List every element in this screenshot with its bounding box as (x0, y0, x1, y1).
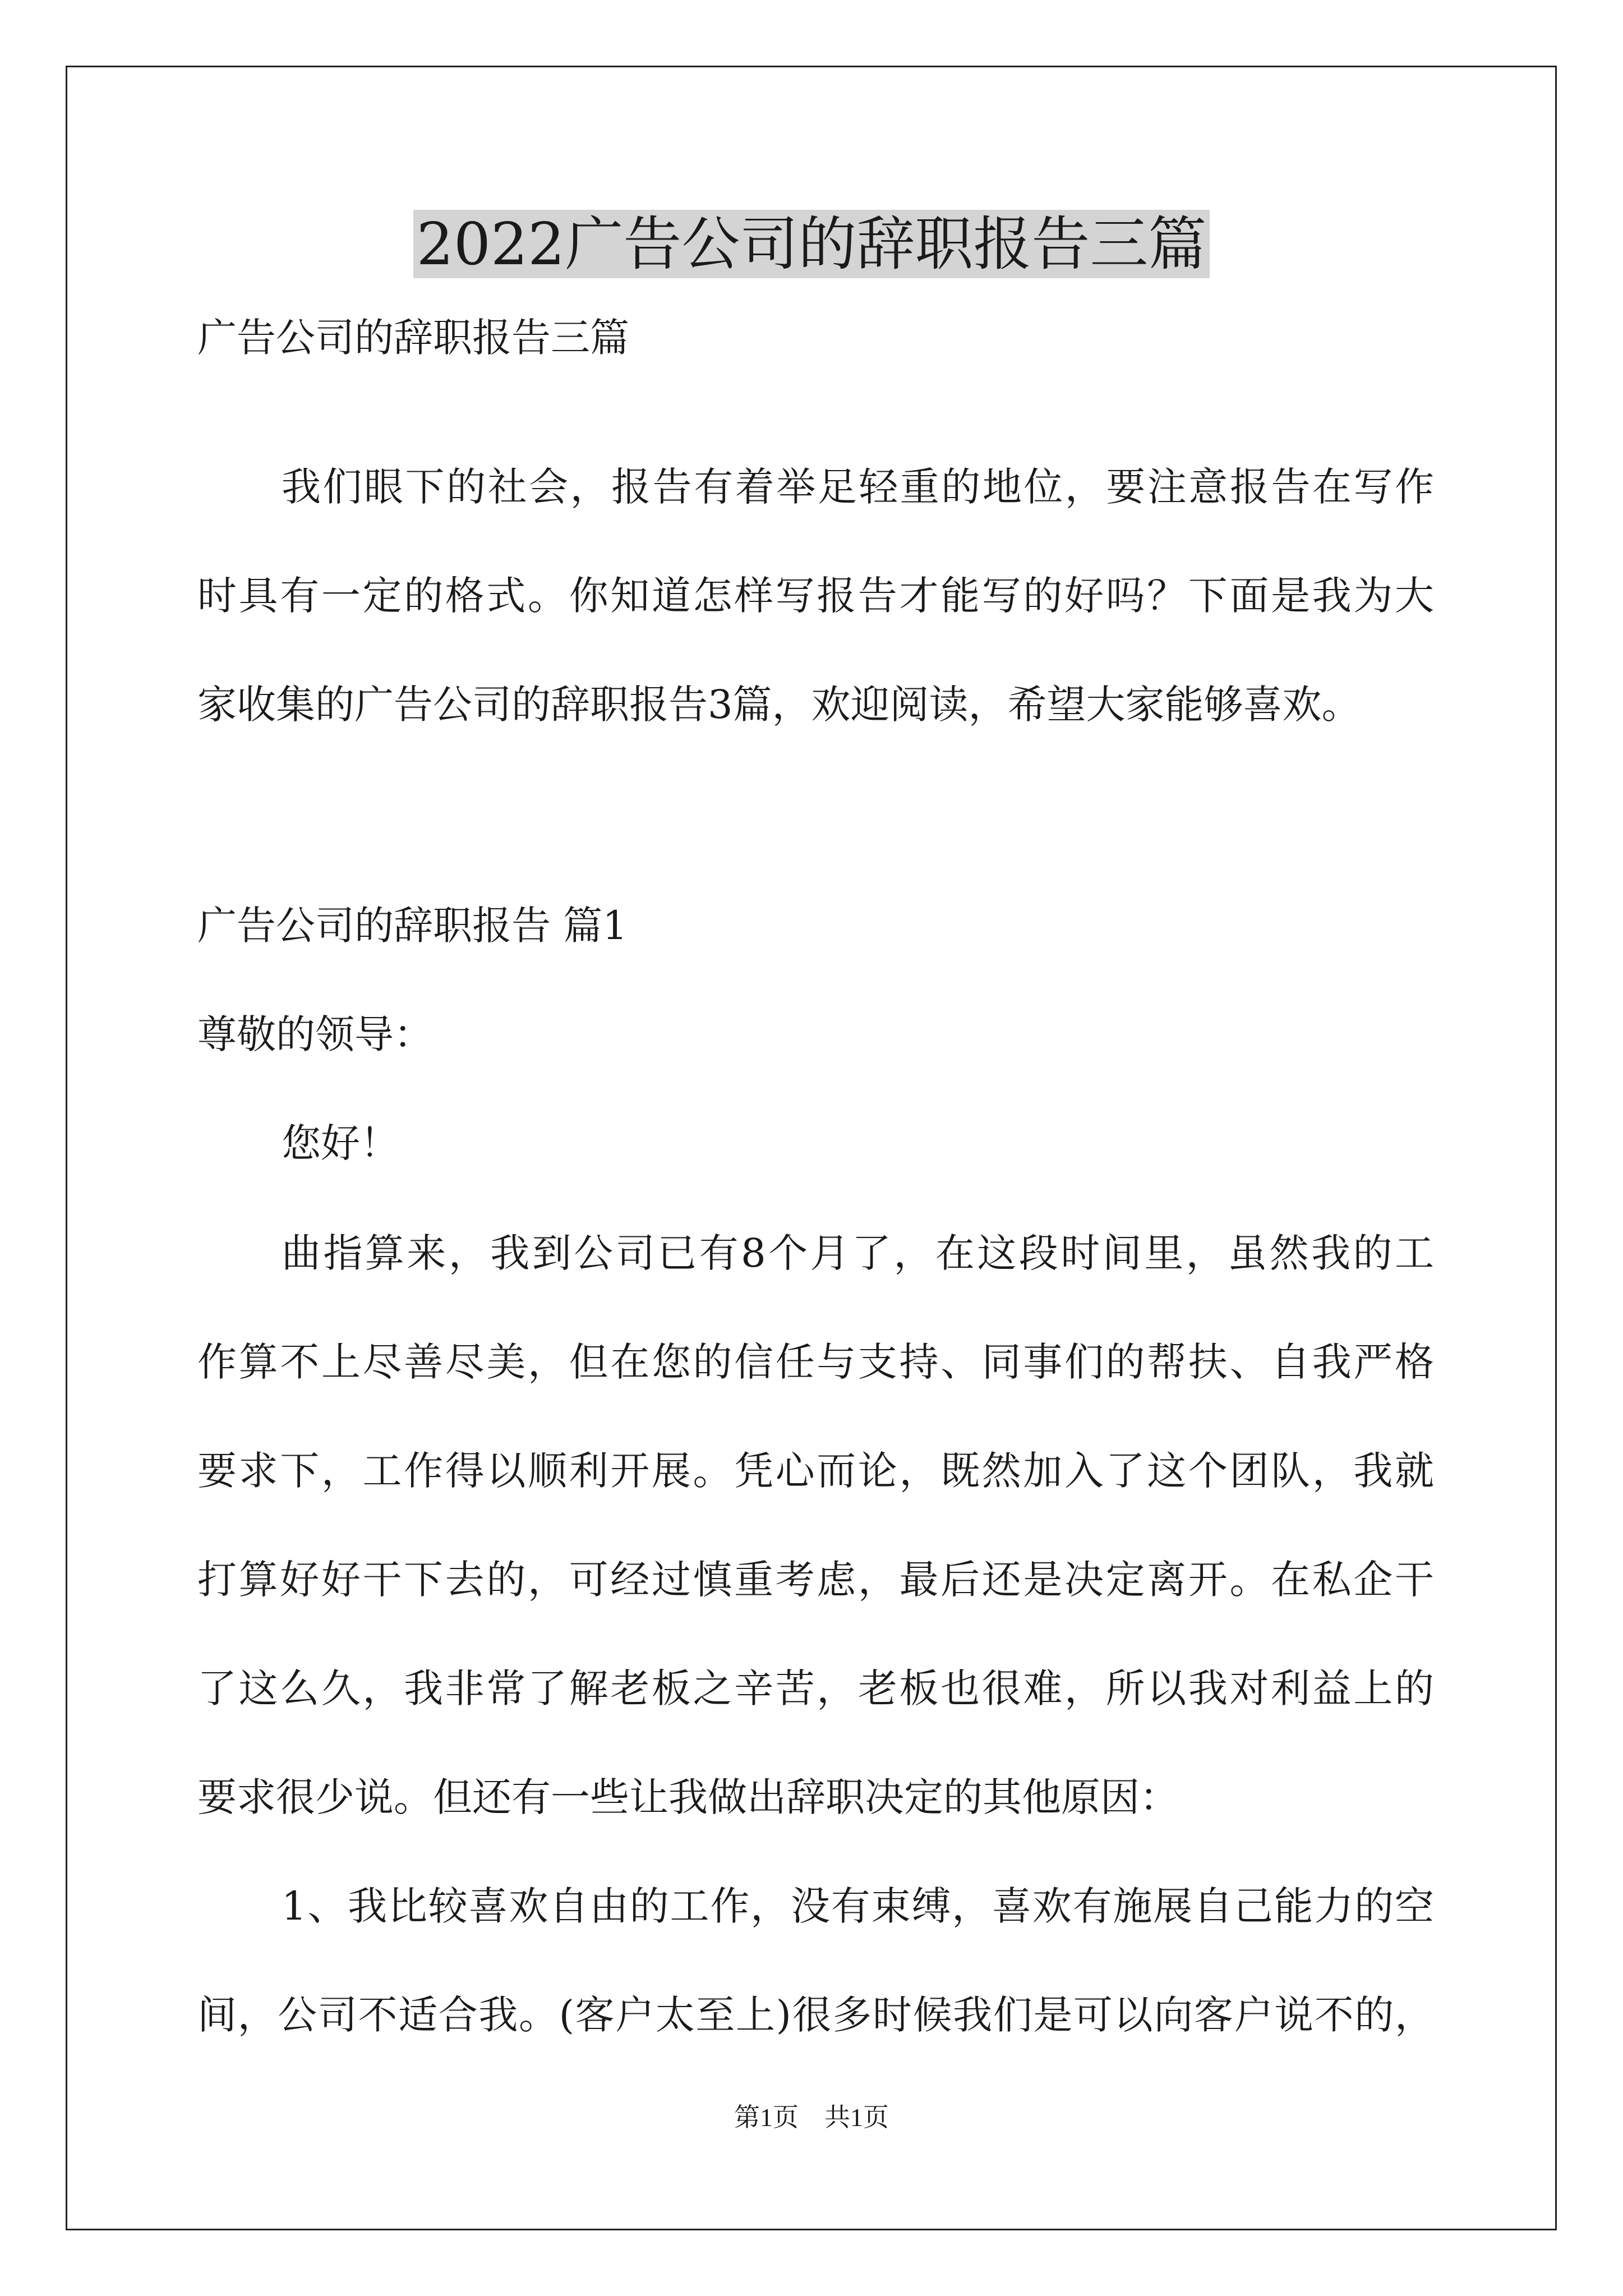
document-title-text: 2022广告公司的辞职报告三篇 (413, 210, 1210, 278)
body-line: 了这么久，我非常了解老板之辛苦，老板也很难，所以我对利益上的 (197, 1665, 1434, 1711)
section-heading: 广告公司的辞职报告 篇1 (197, 903, 628, 949)
intro-line-3: 家收集的广告公司的辞职报告3篇，欢迎阅读，希望大家能够喜欢。 (197, 682, 1361, 728)
body-line: 要求很少说。但还有一些让我做出辞职决定的其他原因： (197, 1774, 1179, 1820)
body-line: 1、我比较喜欢自由的工作，没有束缚，喜欢有施展自己能力的空 (282, 1883, 1434, 1929)
body-line: 打算好好干下去的，可经过慎重考虑，最后还是决定离开。在私企干 (197, 1557, 1434, 1603)
document-title (0, 205, 1623, 283)
greeting: 您好！ (282, 1120, 399, 1166)
salutation: 尊敬的领导： (197, 1011, 433, 1057)
body-line: 作算不上尽善尽美，但在您的信任与支持、同事们的帮扶、自我严格 (197, 1339, 1434, 1385)
page-number-footer: 第1页 共1页 (734, 2103, 889, 2132)
body-line: 要求下，工作得以顺利开展。凭心而论，既然加入了这个团队，我就 (197, 1448, 1434, 1494)
intro-line-1: 我们眼下的社会，报告有着举足轻重的地位，要注意报告在写作 (282, 464, 1434, 510)
intro-line-2: 时具有一定的格式。你知道怎样写报告才能写的好吗？下面是我为大 (197, 573, 1434, 619)
body-line: 间，公司不适合我。(客户太至上)很多时候我们是可以向客户说不的， (197, 1992, 1434, 2038)
subtitle: 广告公司的辞职报告三篇 (197, 315, 629, 361)
body-line: 曲指算来，我到公司已有8个月了，在这段时间里，虽然我的工 (282, 1230, 1434, 1276)
